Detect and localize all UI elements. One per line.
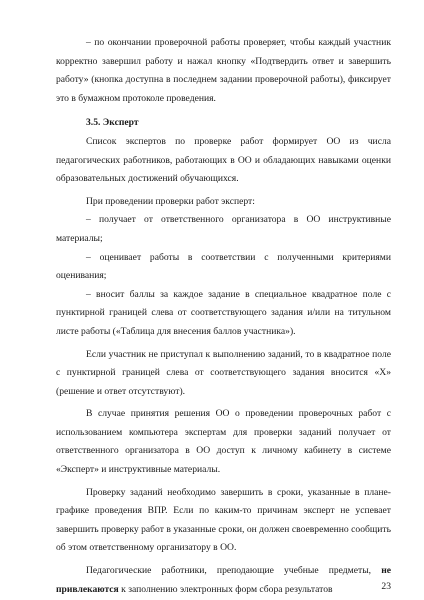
list-item-receives-materials: – получает от ответственного организатора в ОО инструктивные материалы; bbox=[56, 214, 391, 244]
paragraph-computer-check: В случае принятия решения ОО о проведении проверочных работ с использованием компьютера экспертам для проверки заданий получает от ответственного организатора в ОО доступ к личному кабинету в системе «Эксперт» и инструктивные материалы. bbox=[56, 408, 391, 476]
paragraph-not-started: Если участник не приступал к выполнению заданий, то в квадратное поле с пунктирной границей слева от соответствующего задания вносится «Х» (решение и ответ отсутствуют). bbox=[56, 348, 391, 397]
paragraph-deadline: Проверку заданий необходимо завершить в сроки, указанные в плане-графике проведения ВПР. Если по каким-то причинам эксперт не успевает завершить проверку работ в указанные сроки, он должен своевременно сообщить об этом ответственному организатору в ОО. bbox=[56, 486, 391, 554]
paragraph-expert-duties-intro: При проведении проверки работ эксперт: bbox=[86, 195, 255, 207]
list-item-evaluates-works: – оценивает работы в соответствии с полученными критериями оценивания; bbox=[56, 251, 391, 282]
section-heading-expert: 3.5. Эксперт bbox=[86, 117, 139, 129]
list-item-enters-scores: – вносит баллы за каждое задание в специальное квадратное поле с пунктирной границей слева от соответствующего задания и/или на титульном листе работы («Таблица для внесения баллов участника»). bbox=[56, 288, 391, 337]
teachers-text-bold: не привлекаются bbox=[56, 565, 391, 595]
paragraph-proctor-end: – по окончании проверочной работы проверяет, чтобы каждый участник корректно завершил работу и нажал кнопку «Подтвердить ответ и завершить работу» (кнопка доступна в последнем задании проверочной работы), фиксирует это в бумажном протоколе проведения. bbox=[56, 37, 391, 104]
teachers-text-start: Педагогические работники, преподающие учебные предметы, bbox=[86, 565, 372, 577]
page-number: 23 bbox=[381, 581, 391, 592]
paragraph-teachers-not-involved bbox=[56, 562, 391, 599]
teachers-text-end: к заполнению электронных форм сбора результатов bbox=[121, 583, 333, 595]
paragraph-expert-list: Список экспертов по проверке работ формирует ОО из числа педагогических работников, работающих в ОО и обладающих навыками оценки образовательных достижений обучающихся. bbox=[56, 135, 391, 185]
